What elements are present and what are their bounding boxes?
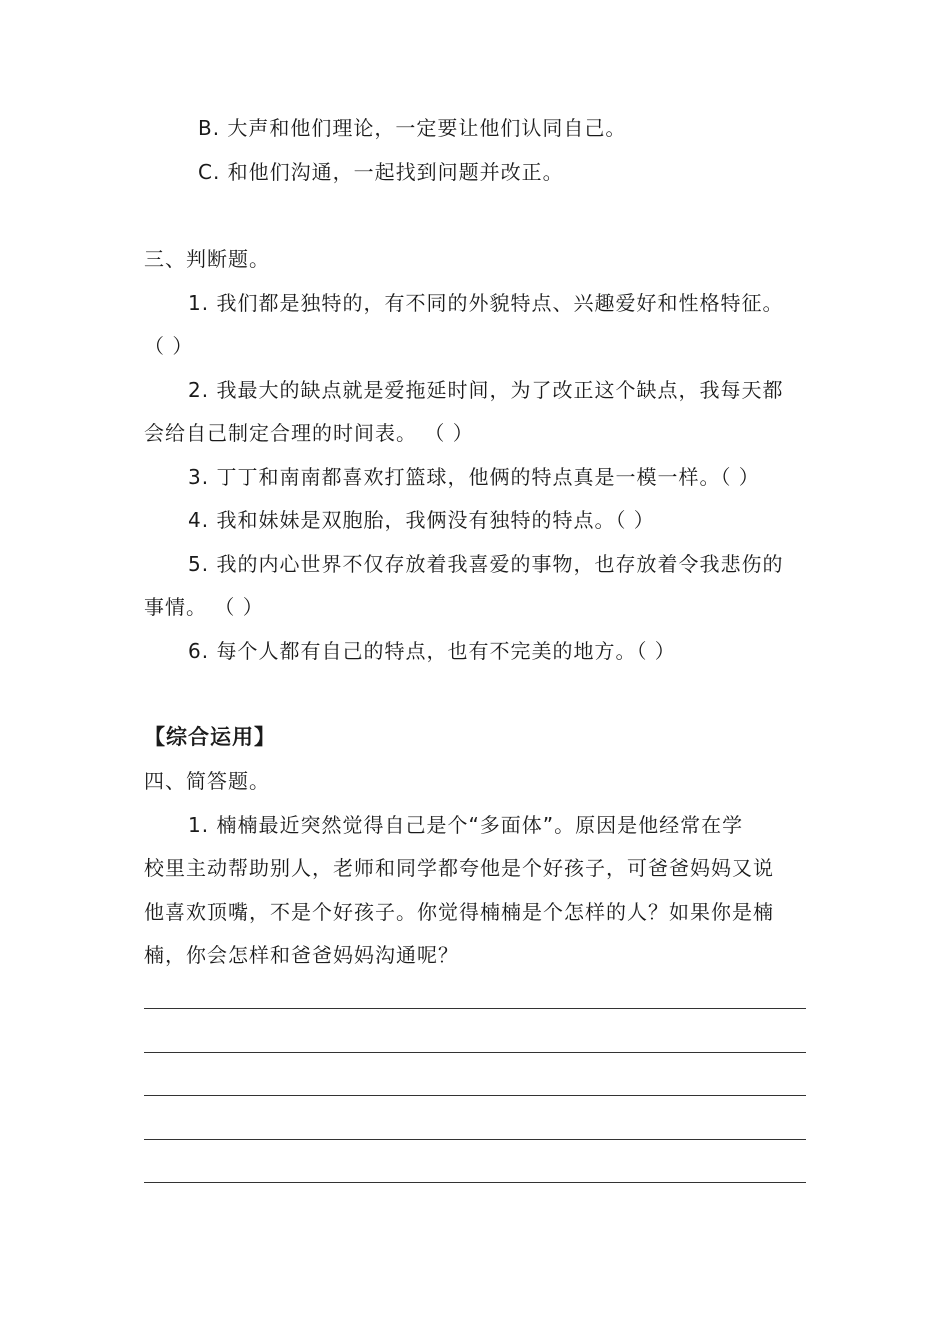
judgment-q5-line1: 5. 我的内心世界不仅存放着我喜爱的事物，也存放着令我悲伤的 [188,552,784,576]
section-label-comprehensive: 【综合运用】 [144,725,276,749]
short-answer-q1-line2: 校里主动帮助别人，老师和同学都夸他是个好孩子，可爸爸妈妈又说 [144,856,774,880]
short-answer-q1-line4: 楠，你会怎样和爸爸妈妈沟通呢？ [144,943,459,967]
judgment-q3: 3. 丁丁和南南都喜欢打篮球，他俩的特点真是一模一样。（ ） [188,465,760,489]
judgment-q1-line1: 1. 我们都是独特的，有不同的外貌特点、兴趣爱好和性格特征。 [188,291,784,315]
judgment-q4: 4. 我和妹妹是双胞胎，我俩没有独特的特点。（ ） [188,508,655,532]
answer-line[interactable] [144,1008,806,1009]
option-c: C. 和他们沟通，一起找到问题并改正。 [198,160,564,184]
answer-line[interactable] [144,1095,806,1096]
judgment-q2-line1: 2. 我最大的缺点就是爱拖延时间，为了改正这个缺点，我每天都 [188,378,784,402]
section4-heading: 四、简答题。 [144,769,270,793]
short-answer-q1-line3: 他喜欢顶嘴，不是个好孩子。你觉得楠楠是个怎样的人？如果你是楠 [144,900,774,924]
section3-heading: 三、判断题。 [144,247,270,271]
judgment-q1-line2: （ ） [144,334,194,358]
judgment-q2-line2: 会给自己制定合理的时间表。 （ ） [144,421,474,445]
short-answer-q1-line1: 1. 楠楠最近突然觉得自己是个“多面体”。原因是他经常在学 [188,813,744,837]
option-b: B. 大声和他们理论，一定要让他们认同自己。 [198,116,627,140]
answer-line[interactable] [144,1139,806,1140]
judgment-q5-line2: 事情。 （ ） [144,595,264,619]
judgment-q6: 6. 每个人都有自己的特点，也有不完美的地方。（ ） [188,639,676,663]
answer-line[interactable] [144,1052,806,1053]
answer-line[interactable] [144,1182,806,1183]
